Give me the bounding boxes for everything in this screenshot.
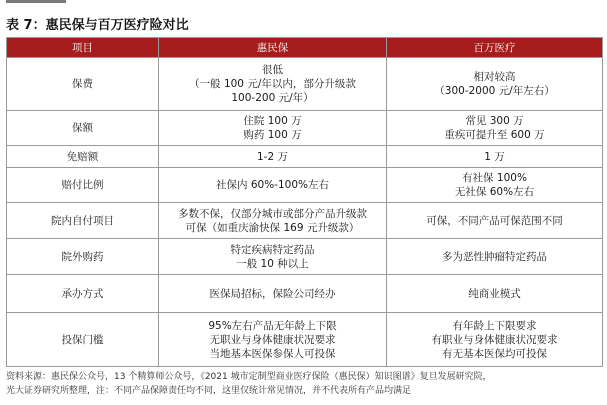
cell-line: 常见 300 万 (465, 115, 524, 127)
cell-line: 购药 100 万 (243, 129, 302, 141)
huiminbao-cell (159, 275, 387, 313)
table-row (7, 313, 603, 367)
cell-line: 95%左右产品无年龄上下限 (208, 319, 337, 332)
huiminbao-cell (159, 203, 387, 239)
cell-line: 很低 (262, 64, 283, 76)
footnote-line: 光大证券研究所整理，注：不同产品保障责任均不同，这里仅统计常见情况，并不代表所有产品均满足 (6, 386, 412, 396)
cell-line: 多为恶性肿瘤特定药品 (442, 250, 547, 263)
table-row (7, 168, 603, 203)
cell-line: 无社保 60%左右 (454, 186, 535, 198)
row-label: 保费 (7, 58, 159, 111)
cell-line: 医保局招标，保险公司经办 (209, 287, 336, 300)
comparison-table (6, 37, 603, 367)
cell-line: 一般 10 种以上 (236, 257, 309, 270)
cell-line: 1 万 (484, 150, 505, 163)
header-huiminbao: 惠民保 (159, 38, 387, 58)
cell-line: 多数不保，仅部分城市或部分产品升级款 (178, 207, 367, 220)
table-row (7, 58, 603, 111)
huiminbao-cell (159, 111, 387, 146)
cell-line: 有社保 100% (462, 172, 527, 184)
row-label: 院外购药 (7, 239, 159, 275)
footnote-line: 资料来源：惠民保公众号，13 个精算师公众号，《2021 城市定制型商业医疗保险（惠民保）知识图谱》复旦发展研究院， (6, 372, 492, 382)
cell-line: 重疾可提升至 600 万 (444, 129, 545, 141)
source-footnote (6, 370, 604, 398)
row-label: 院内自付项目 (7, 203, 159, 239)
row-label: 保额 (7, 111, 159, 146)
cell-line: 社保内 60%-100%左右 (216, 179, 329, 191)
baiwan-cell (387, 58, 603, 111)
cell-line: 特定疾病特定药品 (230, 243, 315, 256)
cell-line: 当地基本医保参保人可投保 (209, 347, 336, 360)
table-row (7, 275, 603, 313)
row-label: 投保门槛 (7, 313, 159, 367)
table-row (7, 111, 603, 146)
cell-line: （一般 100 元/年以内，部分升级款 (189, 78, 356, 90)
header-rule (6, 0, 66, 3)
cell-line: 可保，不同产品可保范围不同 (426, 214, 563, 227)
baiwan-cell (387, 203, 603, 239)
table-row (7, 203, 603, 239)
cell-line: 有年龄上下限要求 (452, 319, 537, 332)
cell-line: 可保（如重庆渝快保 169 元升级款） (185, 221, 360, 234)
cell-line: 有职业与身体健康状况要求 (431, 333, 558, 346)
cell-line: 住院 100 万 (243, 115, 302, 127)
huiminbao-cell (159, 239, 387, 275)
table-row (7, 239, 603, 275)
baiwan-cell (387, 111, 603, 146)
baiwan-cell (387, 313, 603, 367)
cell-line: 相对较高 (473, 71, 516, 83)
huiminbao-cell (159, 313, 387, 367)
baiwan-cell (387, 275, 603, 313)
cell-line: 无职业与身体健康状况要求 (209, 333, 336, 346)
header-baiwan-medical: 百万医疗 (387, 38, 603, 58)
baiwan-cell (387, 168, 603, 203)
row-label: 免赔额 (7, 146, 159, 168)
baiwan-cell (387, 146, 603, 168)
table-title: 表 7：惠民保与百万医疗险对比 (6, 18, 189, 33)
cell-line: 1-2 万 (257, 150, 288, 163)
row-label: 赔付比例 (7, 168, 159, 203)
cell-line: 有无基本医保均可投保 (442, 347, 547, 360)
huiminbao-cell (159, 58, 387, 111)
huiminbao-cell (159, 146, 387, 168)
table-row (7, 146, 603, 168)
table-header-row (7, 38, 603, 58)
header-item: 项目 (7, 38, 159, 58)
cell-line: （300-2000 元/年左右） (434, 85, 555, 97)
row-label: 承办方式 (7, 275, 159, 313)
baiwan-cell (387, 239, 603, 275)
cell-line: 100-200 元/年） (231, 92, 314, 104)
cell-line: 纯商业模式 (468, 287, 521, 300)
huiminbao-cell (159, 168, 387, 203)
